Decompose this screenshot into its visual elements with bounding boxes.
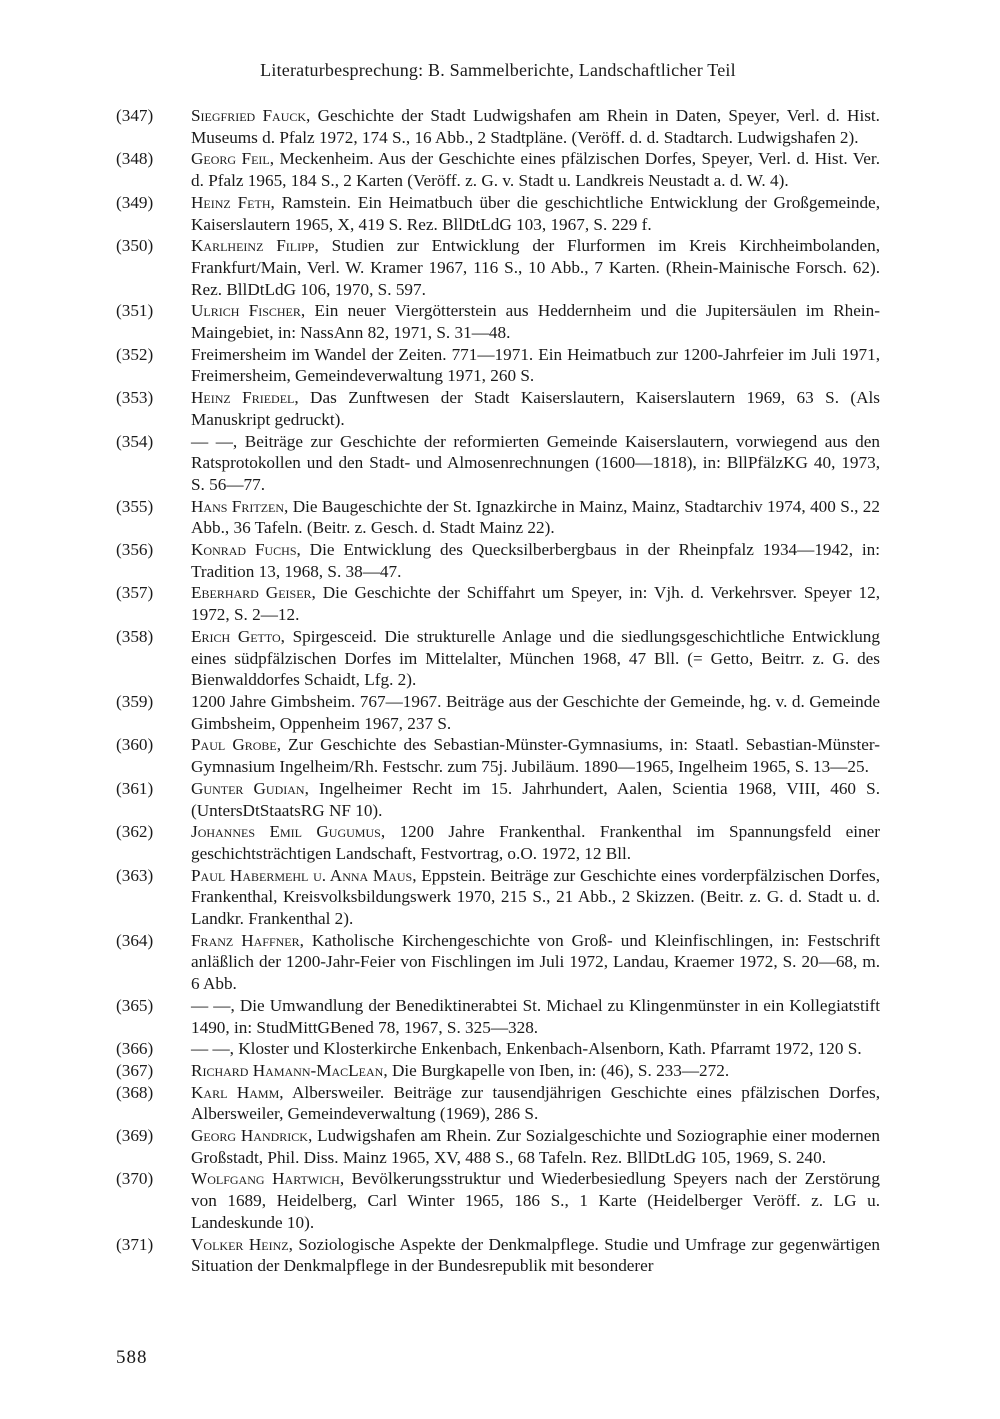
page-number: 588	[116, 1347, 148, 1368]
entry-text: , Zur Geschichte des Sebastian-Münster-Gymnasiums, in: Staatl. Sebastian-Münster-Gymnasium Ingelheim/Rh. Festschr. zum 75j. Jubiläum. 1890—1965, Ingelheim 1965, S. 13—25.	[191, 735, 880, 777]
entry-text: , Ingelheimer Recht im 15. Jahrhundert, Aalen, Scientia 1968, VIII, 460 S. (UntersDtStaatsRG NF 10).	[191, 778, 880, 820]
bibliography-entry	[116, 778, 880, 821]
entry-author: Siegfried Fauck	[191, 106, 307, 125]
bibliography-entry	[116, 235, 880, 300]
entry-number: (370)	[116, 1169, 154, 1189]
entry-text: — —, Die Umwandlung der Benediktinerabtei St. Michael zu Klingenmünster in ein Kollegiatstift 1490, in: StudMittGBened 78, 1967, S. 325—328.	[191, 995, 880, 1037]
entry-author: Georg Handrick	[191, 1126, 308, 1146]
entry-text: , Ludwigshafen am Rhein. Zur Sozialgeschichte und Soziographie einer modernen Großstadt, Phil. Diss. Mainz 1965, XV, 488 S., 68 Tafeln. Rez. BllDtLdG 105, 1969, S. 240.	[191, 1126, 880, 1167]
bibliography-entry	[116, 1082, 880, 1125]
bibliography-entry	[116, 539, 880, 582]
entry-author: Volker Heinz	[191, 1234, 289, 1254]
entry-author: Gunter Gudian	[191, 778, 305, 798]
entry-text: , 1200 Jahre Frankenthal. Frankenthal im Spannungsfeld einer geschichtsträchtigen Landschaft, Festvortrag, o.O. 1972, 12 Bll.	[191, 822, 880, 863]
entry-author: Heinz Feth	[191, 192, 271, 212]
entry-author: Karlheinz Filipp	[191, 236, 315, 256]
entry-number: (364)	[116, 930, 154, 950]
entry-number: (355)	[116, 496, 154, 516]
entry-number: (354)	[116, 431, 154, 451]
entry-author: Johannes Emil Gugumus	[191, 822, 381, 842]
entry-number: (366)	[116, 1039, 154, 1059]
entry-number: (352)	[116, 344, 154, 364]
entry-author: Richard Hamann-MacLean	[191, 1060, 384, 1080]
entry-text: , Katholische Kirchengeschichte von Groß- und Kleinfischlingen, in: Festschrift anläßlich der 1200-Jahr-Feier von Fischlingen im Juli 1972, Landau, Kraemer 1972, S. 20—68, m. 6 Abb.	[191, 930, 880, 994]
entry-author: Georg Feil	[191, 149, 270, 169]
entry-text: , Albersweiler. Beiträge zur tausendjährigen Geschichte eines pfälzischen Dorfes, Albersweiler, Gemeindeverwaltung (1969), 286 S.	[191, 1082, 880, 1124]
entry-text: , Bevölkerungsstruktur und Wiederbesiedlung Speyers nach der Zerstörung von 1689, Heidelberg, Carl Winter 1965, 186 S., 1 Karte (Heidelberger Veröff. z. LG u. Landeskunde 10).	[191, 1169, 880, 1232]
entry-text: , Spirgesceid. Die strukturelle Anlage und die siedlungsgeschichtliche Entwicklung eines südpfälzischen Dorfes im Mittelalter, München 1968, 47 Bll. (= Getto, Beitrr. z. G. des Bienwalddorfes Schaidt, Lfg. 2).	[191, 626, 880, 690]
entry-text: , Soziologische Aspekte der Denkmalpflege. Studie und Umfrage zur gegenwärtigen Situation der Denkmalpflege in der Bundesrepublik mit besonderer	[191, 1234, 880, 1276]
entry-text: , Ramstein. Ein Heimatbuch über die geschichtliche Entwicklung der Großgemeinde, Kaiserslautern 1965, X, 419 S. Rez. BllDtLdG 103, 1967, S. 229 f.	[191, 192, 880, 234]
entry-number: (367)	[116, 1060, 154, 1080]
entry-author: Wolfgang Hartwich	[191, 1169, 340, 1189]
entry-author: Eberhard Geiser	[191, 583, 312, 603]
entry-text: — —, Kloster und Klosterkirche Enkenbach, Enkenbach-Alsenborn, Kath. Pfarramt 1972, 120 S.	[191, 1039, 862, 1059]
entry-number: (359)	[116, 691, 154, 711]
entry-number: (369)	[116, 1126, 154, 1146]
entry-text: , Die Geschichte der Schiffahrt um Speyer, in: Vjh. d. Verkehrsver. Speyer 12, 1972, S. 2—12.	[191, 583, 880, 625]
entry-author: Paul Habermehl u. Anna Maus	[191, 865, 413, 885]
entry-number: (356)	[116, 540, 154, 560]
entry-author: Karl Hamm	[191, 1082, 280, 1102]
bibliography-entry	[116, 148, 880, 191]
entry-text: , Studien zur Entwicklung der Flurformen im Kreis Kirchheimbolanden, Frankfurt/Main, Verl. W. Kramer 1967, 116 S., 10 Abb., 7 Karten. (Rhein-Mainische Forsch. 62). Rez. BllDtLdG 106, 1970, S. 597.	[191, 236, 880, 299]
entry-number: (360)	[116, 735, 154, 755]
entry-number: (348)	[116, 149, 154, 169]
entry-text: , Die Burgkapelle von Iben, in: (46), S. 233—272.	[383, 1060, 730, 1080]
entry-author: Paul Grobe	[191, 735, 277, 755]
entry-text: — —, Beiträge zur Geschichte der reformierten Gemeinde Kaiserslautern, vorwiegend aus den Ratsprotokollen und den Stadt- und Almosenrechnungen (1600—1818), in: BllPfälzKG 40, 1973, S. 56—77.	[191, 431, 880, 494]
entry-number: (353)	[116, 388, 154, 408]
entry-number: (357)	[116, 583, 154, 603]
bibliography-entry	[116, 1038, 880, 1060]
entry-number: (361)	[116, 778, 154, 798]
entry-text: , Ein neuer Viergötterstein aus Heddernheim und die Jupitersäulen im Rhein-Maingebiet, in: NassAnn 82, 1971, S. 31—48.	[191, 301, 880, 343]
bibliography-entry	[116, 300, 880, 343]
entry-number: (358)	[116, 626, 154, 646]
bibliography-entry	[116, 1125, 880, 1168]
entry-number: (363)	[116, 865, 154, 885]
entry-author: Hans Fritzen	[191, 496, 285, 516]
entry-number: (349)	[116, 192, 154, 212]
entry-author: Ulrich Fischer	[191, 301, 301, 321]
entry-number: (350)	[116, 236, 154, 256]
entry-author: Franz Haffner	[191, 930, 300, 950]
entry-text: , Meckenheim. Aus der Geschichte eines pfälzischen Dorfes, Speyer, Verl. d. Hist. Ver. d. Pfalz 1965, 184 S., 2 Karten (Veröff. z. G. v. Stadt u. Landkreis Neustadt a. d. W. 4).	[191, 149, 880, 191]
bibliography-entry	[116, 821, 880, 864]
entry-text: , Die Entwicklung des Quecksilberbergbaus in der Rheinpfalz 1934—1942, in: Tradition 13, 1968, S. 38—47.	[191, 540, 880, 581]
entry-number: (351)	[116, 301, 154, 321]
bibliography-entry	[116, 734, 880, 777]
entry-text: , Geschichte der Stadt Ludwigshafen am Rhein in Daten, Speyer, Verl. d. Hist. Museums d. Pfalz 1972, 174 S., 16 Abb., 2 Stadtpläne. (Veröff. d. d. Stadtarch. Ludwigshafen 2).	[191, 106, 880, 147]
bibliography-entry	[116, 1060, 880, 1082]
entry-author: Heinz Friedel	[191, 388, 295, 408]
bibliography-entry	[116, 865, 880, 930]
entry-text: 1200 Jahre Gimbsheim. 767—1967. Beiträge aus der Geschichte der Gemeinde, hg. v. d. Gemeinde Gimbsheim, Oppenheim 1967, 237 S.	[191, 691, 880, 733]
entry-number: (362)	[116, 822, 154, 842]
bibliography-entry	[116, 496, 880, 539]
bibliography-entry	[116, 930, 880, 995]
bibliography-entry	[116, 344, 880, 387]
bibliography-entry	[116, 995, 880, 1038]
bibliography-entry	[116, 192, 880, 235]
bibliography-entry	[116, 582, 880, 625]
bibliography-entry	[116, 691, 880, 734]
entry-number: (368)	[116, 1082, 154, 1102]
bibliography-entry	[116, 1168, 880, 1233]
entry-author: Konrad Fuchs	[191, 540, 297, 560]
bibliography-entry	[116, 626, 880, 691]
bibliography-entry	[116, 431, 880, 496]
entry-text: , Eppstein. Beiträge zur Geschichte eines vorderpfälzischen Dorfes, Frankenthal, Kreisvolksbildungswerk 1970, 215 S., 21 Abb., 2 Skizzen. (Beitr. z. G. d. Stadt u. d. Landkr. Frankenthal 2).	[191, 865, 880, 929]
running-header: Literaturbesprechung: B. Sammelberichte, Landschaftlicher Teil	[260, 60, 736, 80]
entry-text: , Die Baugeschichte der St. Ignazkirche in Mainz, Mainz, Stadtarchiv 1974, 400 S., 22 Abb., 36 Tafeln. (Beitr. z. Gesch. d. Stadt Mainz 22).	[191, 496, 880, 538]
entry-author: Erich Getto	[191, 626, 281, 646]
entry-text: Freimersheim im Wandel der Zeiten. 771—1971. Ein Heimatbuch zur 1200-Jahrfeier im Juli 1971, Freimersheim, Gemeindeverwaltung 1971, 260 S.	[191, 344, 880, 386]
bibliography-list	[116, 105, 880, 1277]
entry-text: , Das Zunftwesen der Stadt Kaiserslautern, Kaiserslautern 1969, 63 S. (Als Manuskript gedruckt).	[191, 388, 880, 429]
bibliography-entry	[116, 1234, 880, 1277]
bibliography-entry	[116, 105, 880, 148]
bibliography-entry	[116, 387, 880, 430]
entry-number: (365)	[116, 995, 154, 1015]
entry-number: (347)	[116, 106, 154, 125]
entry-number: (371)	[116, 1234, 154, 1254]
